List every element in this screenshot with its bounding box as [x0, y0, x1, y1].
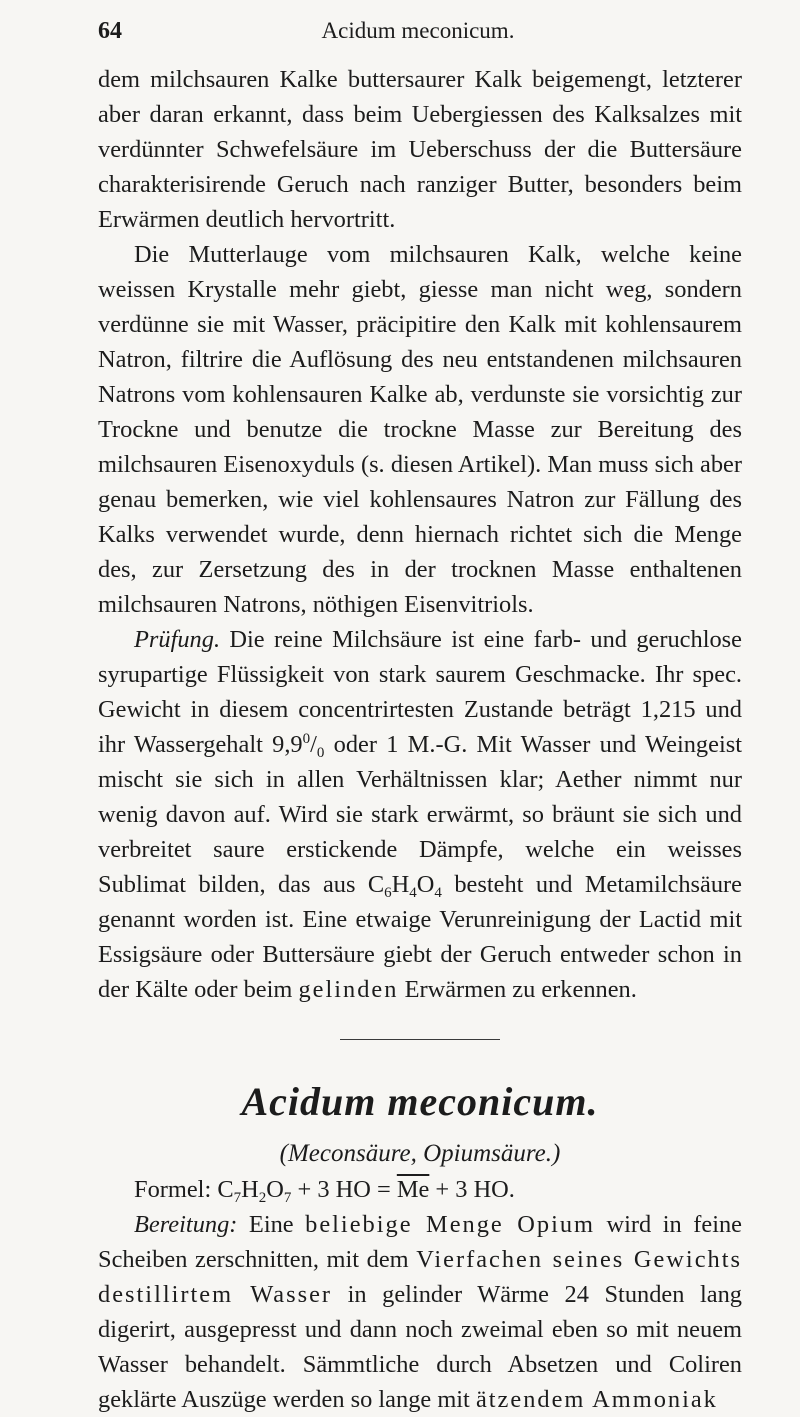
- paragraph-pruefung: Prüfung. Die reine Milchsäure ist eine farb- und geruchlose syrupartige Flüssigkeit von stark saurem Geschmacke. Ihr spec. Gewicht in diesem concentrirtesten Zustande beträgt 1,215 und ihr Wassergehalt $9,9^0/_0$ oder 1 M.-G. Mit Wasser und Weingeist mischt sie sich in allen Verhältnissen klar; Aether nimmt nur wenig davon auf. Wird sie stark erwärmt, so bräunt sie sich und verbreitet saure erstickende Dämpfe, welche ein weisses Sublimat bilden, das aus $C_6H_4O_4$ besteht und Metamilchsäure genannt worden ist. Eine etwaige Verunreinigung der Lactid mit Essigsäure oder Buttersäure giebt der Geruch entweder schon in der Kälte oder beim gelinden Erwärmen zu erkennen.: [98, 626, 742, 1003]
- formula-o2: O: [266, 1176, 284, 1203]
- formula-h2: H: [241, 1176, 259, 1203]
- bereitung-spaced-1: beliebige Menge Opium: [305, 1211, 596, 1238]
- bereitung-text-b: wird in feine Scheiben zerschnitten, mit dem: [98, 1211, 742, 1273]
- formula-sub-2: 2: [258, 1190, 267, 1206]
- page-number: 64: [98, 18, 122, 44]
- pruefung-text-c: besteht und Metamilchsäure genannt worden ist. Eine etwaige Verunreinigung der Lactid mit Essigsäure oder Buttersäure giebt der Geruch entweder schon in der Kälte oder beim: [98, 871, 742, 1003]
- running-title: Acidum meconicum.: [321, 18, 515, 43]
- bereitung-text-a: Eine: [237, 1211, 306, 1238]
- formula-sub-3: 7: [283, 1190, 292, 1206]
- bereitung-spaced-2: Vierfachen seines Gewichts destillirtem Wasser: [98, 1246, 742, 1308]
- body-text: [98, 62, 742, 1417]
- formula-c: C: [217, 1176, 234, 1203]
- pruefung-text-a: Die reine Milchsäure ist eine farb- und geruchlose syrupartige Flüssigkeit von stark saurem Geschmacke. Ihr spec. Gewicht in diesem concentrirtesten Zustande beträgt 1,215 und ihr Wassergehalt 9,9: [98, 626, 742, 758]
- percent-sub: 0: [316, 745, 325, 761]
- bereitung-spaced-3: ätzendem Ammoniak: [475, 1386, 718, 1413]
- pruefung-label: Prüfung.: [134, 626, 221, 653]
- bereitung-text-c: in gelinder Wärme 24 Stunden lang digerirt, ausgepresst und dann noch zweimal eben so mit neuem Wasser behandelt. Sämmtliche durch Absetzen und Coliren geklärte Auszüge werden so lange mit: [98, 1281, 742, 1413]
- section-divider: [340, 1039, 500, 1040]
- formula-h: H: [391, 871, 410, 898]
- formula-label: Formel:: [134, 1176, 218, 1203]
- pruefung-spaced: gelinden: [298, 976, 399, 1003]
- section-subtitle: (Meconsäure, Opiumsäure.): [279, 1140, 561, 1167]
- pruefung-text-d: Erwärmen zu erkennen.: [398, 976, 637, 1003]
- section-title: Acidum meconicum.: [241, 1079, 599, 1124]
- paragraph-continuation: dem milchsauren Kalke buttersaurer Kalk beigemengt, letzterer aber daran erkannt, dass beim Uebergiessen des Kalksalzes mit verdünnter Schwefelsäure im Ueberschuss der die Buttersäure charakterisirende Geruch nach ranziger Butter, besonders beim Erwärmen deutlich hervortritt.: [98, 66, 742, 233]
- formula-sub-1: 7: [233, 1190, 242, 1206]
- formula-sub-h: 4: [409, 885, 417, 901]
- formula-line: [98, 1172, 742, 1207]
- formula-me: $\overline{Me}$: [396, 1176, 430, 1203]
- formula-sub-o: 4: [434, 885, 442, 901]
- paragraph-mutterlauge: Die Mutterlauge vom milchsauren Kalk, welche keine weissen Krystalle mehr giebt, giesse man nicht weg, sondern verdünne sie mit Wasser, präcipitire den Kalk mit kohlensaurem Natron, filtrire die Auflösung des neu entstandenen milchsauren Natrons vom kohlensauren Kalke ab, verdunste sie vorsichtig zur Trockne und benutze die trockne Masse zur Bereitung des milchsauren Eisenoxyduls (s. diesen Artikel). Man muss sich aber genau bemerken, wie viel kohlensaures Natron zur Fällung des Kalks verwendet wurde, denn hiernach richtet sich die Menge des, zur Zersetzung des in der trocknen Masse enthaltenen milchsauren Natrons, nöthigen Eisenvitriols.: [98, 241, 742, 618]
- bereitung-label: Bereitung:: [134, 1211, 238, 1238]
- formula-end: + 3 HO.: [429, 1176, 515, 1203]
- pruefung-text-b: oder 1 M.-G. Mit Wasser und Weingeist mischt sie sich in allen Verhältnissen klar; Aether nimmt nur wenig davon auf. Wird sie stark erwärmt, so bräunt sie sich und verbreitet saure erstickende Dämpfe, welche ein weisses Sublimat bilden, das aus C: [98, 731, 742, 898]
- running-head: [98, 12, 738, 46]
- formula-o: O: [416, 871, 435, 898]
- percent-sup: 0: [302, 731, 311, 747]
- formula-sub-c: 6: [384, 885, 392, 901]
- paragraph-bereitung: [98, 1207, 742, 1417]
- formula-mid: + 3 HO =: [291, 1176, 397, 1203]
